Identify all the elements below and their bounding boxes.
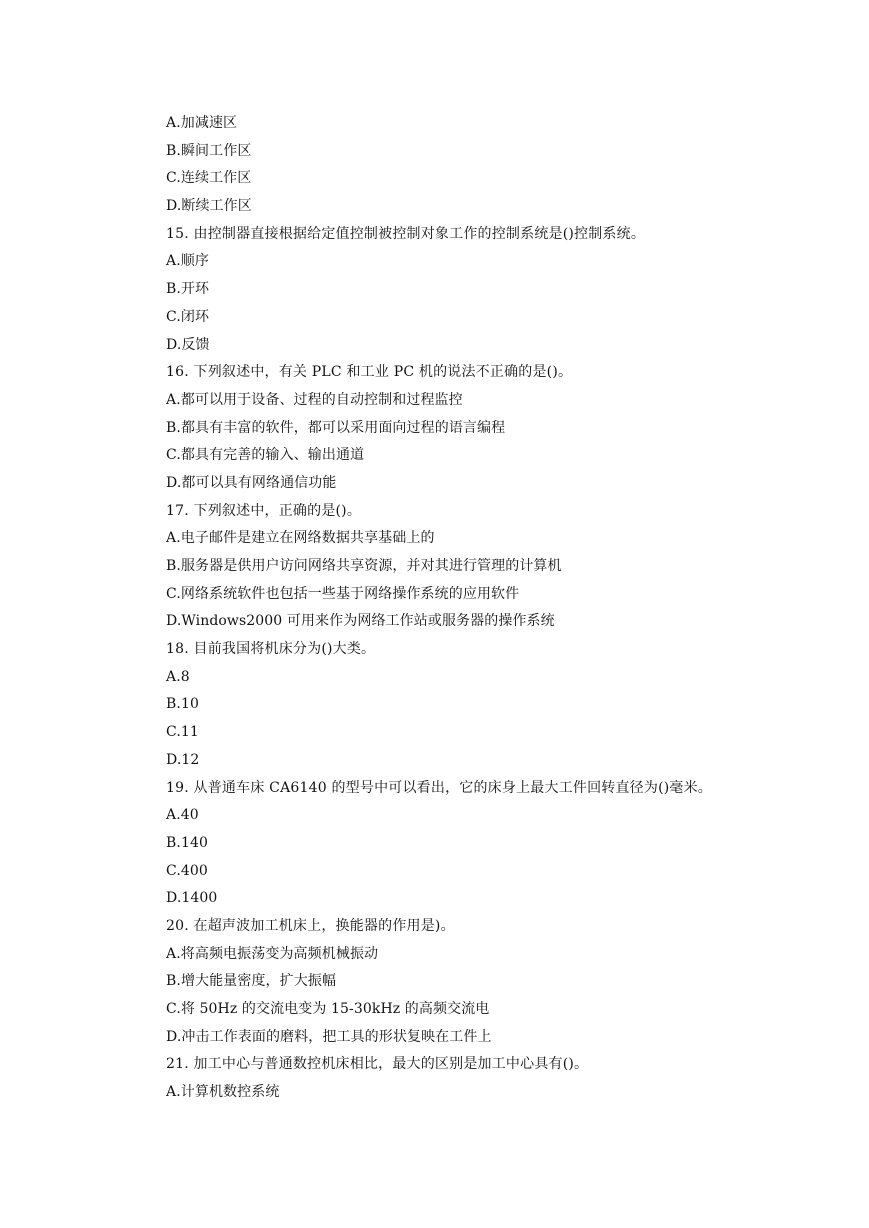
option-line: C.连续工作区 — [166, 170, 252, 187]
question-line: 19. 从普通车床 CA6140 的型号中可以看出，它的床身上最大工件回转直径为()毫米。 — [166, 779, 712, 796]
option-line: B.都具有丰富的软件，都可以采用面向过程的语言编程 — [166, 419, 506, 436]
option-line: A.电子邮件是建立在网络数据共享基础上的 — [166, 530, 435, 547]
option-line: D.断续工作区 — [166, 198, 252, 215]
question-line: 15. 由控制器直接根据给定值控制被控制对象工作的控制系统是()控制系统。 — [166, 225, 646, 242]
question-text-block — [166, 112, 826, 1109]
question-line: 17. 下列叙述中，正确的是()。 — [166, 502, 362, 519]
option-line: A.都可以用于设备、过程的自动控制和过程监控 — [166, 391, 463, 408]
option-line: B.瞬间工作区 — [166, 142, 252, 159]
question-line: 21. 加工中心与普通数控机床相比，最大的区别是加工中心具有()。 — [166, 1056, 589, 1073]
option-line: B.服务器是供用户访问网络共享资源，并对其进行管理的计算机 — [166, 558, 562, 574]
option-line: D.Windows2000 可用来作为网络工作站或服务器的操作系统 — [166, 613, 555, 630]
option-line: D.都可以具有网络通信功能 — [166, 474, 337, 491]
option-line: C.400 — [166, 862, 208, 879]
question-line: 18. 目前我国将机床分为()大类。 — [166, 641, 376, 658]
option-line: D.12 — [166, 751, 200, 768]
option-line: C.网络系统软件也包括一些基于网络操作系统的应用软件 — [166, 585, 520, 602]
option-line: C.将 50Hz 的交流电变为 15-30kHz 的高频交流电 — [166, 1001, 490, 1017]
option-line: B.增大能量密度，扩大振幅 — [166, 973, 337, 990]
option-line: C.闭环 — [166, 308, 210, 325]
option-line: D.冲击工作表面的磨料，把工具的形状复映在工件上 — [166, 1028, 492, 1045]
question-line: 20. 在超声波加工机床上，换能器的作用是)。 — [166, 917, 455, 934]
option-line: C.11 — [166, 724, 199, 741]
option-line: A.顺序 — [166, 253, 209, 270]
question-line: 16. 下列叙述中，有关 PLC 和工业 PC 机的说法不正确的是()。 — [166, 364, 573, 381]
option-line: A.将高频电振荡变为高频机械振动 — [166, 945, 379, 962]
option-line: D.反馈 — [166, 336, 210, 353]
option-line: B.10 — [166, 696, 199, 713]
option-line: B.开环 — [166, 281, 210, 298]
option-line: B.140 — [166, 834, 208, 851]
option-line: A.计算机数控系统 — [166, 1084, 280, 1101]
option-line: A.8 — [166, 668, 190, 685]
option-line: C.都具有完善的输入、输出通道 — [166, 447, 365, 464]
option-line: A.40 — [166, 807, 199, 824]
option-line: D.1400 — [166, 890, 218, 907]
option-line: A.加减速区 — [166, 115, 238, 131]
